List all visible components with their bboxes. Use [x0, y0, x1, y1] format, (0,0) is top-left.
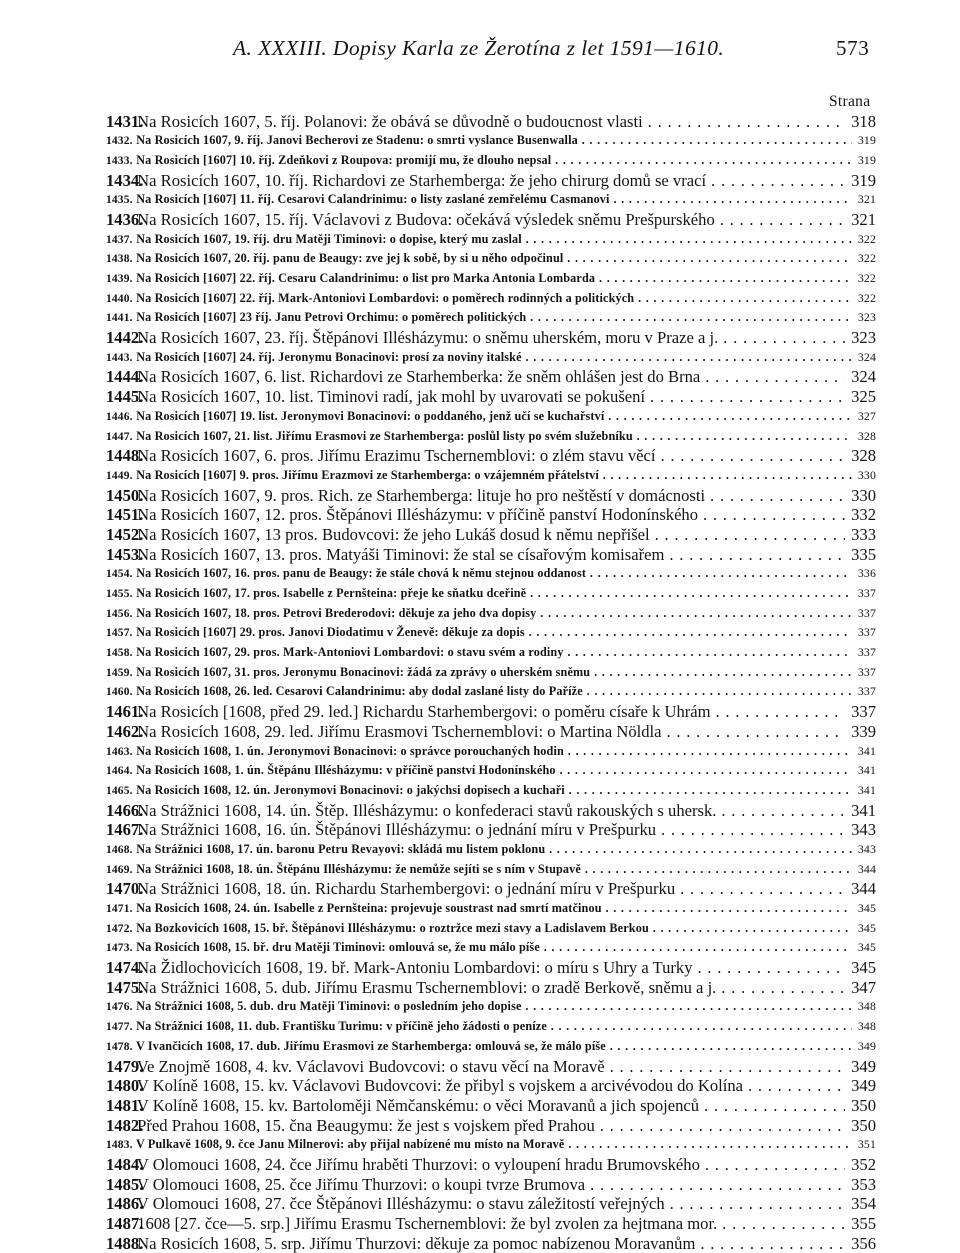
index-entry: [0, 505, 960, 525]
entry-number: 1435.: [106, 191, 133, 211]
entry-description: Na Strážnici 1608, 14. ún. Štěp. Illésházymu: o konfederaci stavů rakouských s uhersk.: [137, 801, 716, 820]
entry-page-number: 328: [858, 427, 876, 447]
entry-number: 1481.: [106, 1096, 133, 1116]
entry-line: [106, 1214, 845, 1234]
index-entry: [0, 486, 960, 506]
entry-line: [106, 1234, 845, 1253]
entry-description: Na Strážnici 1608, 18. ún. Richardu Starhembergovi: o jednání míru v Prešpurku: [137, 879, 675, 898]
entry-number: 1449.: [106, 467, 133, 487]
entry-line: [106, 604, 852, 625]
entry-description: 1608 [27. čce—5. srp.] Jiřímu Erasmu Tschernemblovi: že byl zvolen za hejtmana mor.: [137, 1214, 717, 1233]
entry-page-number: 328: [851, 446, 876, 466]
entry-line: [106, 230, 852, 251]
entry-description: Na Strážnici 1608, 5. dub. Jiřímu Erasmu Tschernemblovi: o zradě Berkově, sněmu a j.: [137, 978, 716, 997]
entry-line: [106, 289, 852, 310]
index-entry: [0, 958, 960, 978]
entry-line: [106, 742, 852, 763]
index-entry: [0, 1155, 960, 1175]
entry-description: V Olomouci 1608, 25. čce Jiřímu Thurzovi: o koupi tvrze Brumova: [137, 1175, 585, 1194]
entry-line: [106, 1096, 845, 1116]
entry-line: [106, 328, 845, 348]
entry-number: 1478.: [106, 1038, 133, 1058]
entry-page-number: 349: [851, 1076, 876, 1096]
entry-description: Na Rosicích [1607] 29. pros. Janovi Diodatimu v Ženevě: děkuje za dopis: [136, 625, 525, 639]
entry-line: [106, 151, 852, 172]
entry-description: Na Rosicích 1608, 5. srp. Jiřímu Thurzovi: děkuje za pomoc nabízenou Moravanům: [137, 1234, 695, 1253]
entry-list: [0, 112, 960, 1253]
entry-page-number: 332: [851, 505, 876, 525]
entry-page-number: 352: [851, 1155, 876, 1175]
entry-number: 1460.: [106, 683, 133, 703]
entry-description: Na Rosicích 1607, 6. list. Richardovi ze Starhemberka: že sněm ohlášen jest do Brna: [137, 367, 700, 386]
entry-line: [106, 682, 852, 703]
entry-description: Na Rosicích 1607, 13. pros. Matyáši Timinovi: že stal se císařovým komisařem: [137, 545, 664, 564]
index-entry: [0, 663, 960, 683]
index-entry: [0, 623, 960, 643]
index-entry: [0, 1234, 960, 1253]
entry-number: 1448.: [106, 446, 133, 466]
entry-page-number: 349: [858, 1037, 876, 1057]
index-entry: [0, 899, 960, 919]
entry-line: [106, 781, 852, 802]
index-entry: [0, 722, 960, 742]
entry-description: Na Rosicích 1607, 5. říj. Polanovi: že obává se důvodně o budoucnost vlasti: [137, 112, 643, 131]
entry-number: 1444.: [106, 367, 133, 387]
entry-page-number: 327: [858, 407, 876, 427]
entry-number: 1471.: [106, 900, 133, 920]
entry-page-number: 330: [851, 486, 876, 506]
index-entry: [0, 997, 960, 1017]
entry-number: 1450.: [106, 486, 133, 506]
entry-description: Na Rosicích 1607, 29. pros. Mark-Antoniovi Lombardovi: o stavu svém a rodiny: [136, 645, 563, 659]
index-entry: [0, 289, 960, 309]
entry-description: Na Strážnici 1608, 18. ún. Štěpánu Illésházymu: že nemůže sejíti se s ním v Stupavě: [136, 862, 581, 876]
entry-description: V Kolíně 1608, 15. kv. Bartoloměji Němčanskému: o věci Moravanů a jich spojenců: [137, 1096, 699, 1115]
index-entry: [0, 938, 960, 958]
index-entry: [0, 742, 960, 762]
index-entry: [0, 308, 960, 328]
entry-line: [106, 1116, 845, 1136]
entry-line: [106, 131, 852, 152]
entry-description: Na Rosicích 1607, 6. pros. Jiřímu Erazimu Tschernemblovi: o zlém stavu věcí: [137, 446, 655, 465]
entry-number: 1438.: [106, 250, 133, 270]
entry-number: 1465.: [106, 782, 133, 802]
entry-page-number: 350: [851, 1116, 876, 1136]
index-entry: [0, 1135, 960, 1155]
entry-number: 1457.: [106, 624, 133, 644]
entry-page-number: 337: [858, 623, 876, 643]
entry-description: Na Rosicích 1608, 1. ún. Štěpánu Illésházymu: v příčině panství Hodonínského: [136, 763, 555, 777]
running-title: A. XXXIII. Dopisy Karla ze Žerotína z let 1591—1610.: [233, 36, 724, 61]
entry-number: 1473.: [106, 939, 133, 959]
entry-description: Na Rosicích 1607, 21. list. Jiřímu Erasmovi ze Starhemberga: poslůl listy po svém služebníku: [136, 429, 633, 443]
entry-description: Na Strážnici 1608, 16. ún. Štěpánovi Illésházymu: o jednání míru v Prešpurku: [137, 820, 656, 839]
entry-line: [106, 466, 852, 487]
entry-line: [106, 427, 852, 448]
entry-description: Na Rosicích 1608, 15. bř. dru Matěji Timinovi: omlouvá se, že mu málo píše: [136, 940, 540, 954]
entry-page-number: 350: [851, 1096, 876, 1116]
entry-description: Na Strážnici 1608, 17. ún. baronu Petru Revayovi: skládá mu listem poklonu: [136, 842, 545, 856]
entry-page-number: 348: [858, 1017, 876, 1037]
entry-page-number: 336: [858, 564, 876, 584]
entry-number: 1487.: [106, 1214, 133, 1234]
entry-description: Na Rosicích 1608, 1. ún. Jeronymovi Bonacinovi: o správce porouchaných hodin: [136, 744, 564, 758]
entry-description: Na Rosicích [1607] 9. pros. Jiřímu Erazmovi ze Starhemberga: o vzájemném přátelství: [136, 468, 599, 482]
entry-line: [106, 722, 845, 742]
entry-number: 1488.: [106, 1234, 133, 1253]
entry-description: Na Rosicích 1607, 12. pros. Štěpánovi Illésházymu: v příčině panství Hodonínského: [137, 505, 698, 524]
index-entry: [0, 112, 960, 132]
entry-description: Na Rosicích 1607, 13 pros. Budovcovi: že jeho Lukáš dosud k němu nepřišel: [137, 525, 649, 544]
entry-number: 1461.: [106, 702, 133, 722]
entry-number: 1468.: [106, 841, 133, 861]
entry-description: Na Rosicích 1607, 18. pros. Petrovi Brederodovi: děkuje za jeho dva dopisy: [136, 606, 536, 620]
entry-number: 1432.: [106, 132, 133, 152]
index-entry: [0, 801, 960, 821]
entry-page-number: 345: [858, 919, 876, 939]
entry-page-number: 353: [851, 1175, 876, 1195]
entry-line: [106, 938, 852, 959]
entry-description: Na Rosicích [1607] 11. říj. Cesarovi Calandrinimu: o listy zaslané zemřelému Casmanovi: [136, 192, 609, 206]
entry-line: [106, 623, 852, 644]
entry-page-number: 319: [851, 171, 876, 191]
entry-page-number: 321: [858, 190, 876, 210]
entry-line: [106, 919, 852, 940]
entry-line: [106, 348, 852, 369]
entry-page-number: 348: [858, 997, 876, 1017]
entry-line: [106, 958, 845, 978]
index-entry: [0, 879, 960, 899]
entry-page-number: 324: [851, 367, 876, 387]
index-entry: [0, 190, 960, 210]
entry-description: Na Rosicích 1608, 12. ún. Jeronymovi Bonacinovi: o jakýchsi dopisech a kuchaři: [136, 783, 565, 797]
entry-line: [106, 1135, 852, 1156]
entry-number: 1486.: [106, 1194, 133, 1214]
index-entry: [0, 269, 960, 289]
entry-description: V Olomouci 1608, 24. čce Jiřímu hraběti Thurzovi: o vyloupení hradu Brumovského: [137, 1155, 700, 1174]
entry-line: [106, 308, 852, 329]
index-entry: [0, 761, 960, 781]
entry-number: 1454.: [106, 565, 133, 585]
index-entry: [0, 367, 960, 387]
entry-page-number: 337: [858, 663, 876, 683]
entry-number: 1459.: [106, 664, 133, 684]
entry-number: 1440.: [106, 290, 133, 310]
entry-description: V Kolíně 1608, 15. kv. Václavovi Budovcovi: že přibyl s vojskem a arcivévodou do Kolína: [137, 1076, 743, 1095]
entry-page-number: 337: [858, 584, 876, 604]
entry-page-number: 325: [851, 387, 876, 407]
index-entry: [0, 249, 960, 269]
entry-page-number: 347: [851, 978, 876, 998]
index-entry: [0, 564, 960, 584]
entry-number: 1458.: [106, 644, 133, 664]
entry-number: 1453.: [106, 545, 133, 565]
entry-number: 1436.: [106, 210, 133, 230]
index-entry: [0, 1116, 960, 1136]
entry-description: Před Prahou 1608, 15. čna Beaugymu: že jest s vojskem před Prahou: [137, 1116, 595, 1135]
entry-page-number: 333: [851, 525, 876, 545]
index-entry: [0, 348, 960, 368]
index-entry: [0, 151, 960, 171]
entry-description: Na Rosicích 1608, 29. led. Jiřímu Erasmovi Tschernemblovi: o Martina Nöldla: [137, 722, 661, 741]
entry-line: [106, 761, 852, 782]
entry-number: 1485.: [106, 1175, 133, 1195]
entry-description: Na Rosicích 1608, 24. ún. Isabelle z Pernšteina: projevuje soustrast nad smrtí matčinou: [136, 901, 601, 915]
entry-description: Na Rosicích 1608, 26. led. Cesarovi Calandrinimu: aby dodal zaslané listy do Paříže: [136, 684, 583, 698]
index-entry: [0, 407, 960, 427]
entry-description: V Pulkavě 1608, 9. čce Janu Milnerovi: aby přijal nabízené mu místo na Moravě: [136, 1137, 565, 1151]
index-entry: [0, 328, 960, 348]
entry-page-number: 356: [851, 1234, 876, 1253]
entry-number: 1469.: [106, 861, 133, 881]
entry-number: 1476.: [106, 998, 133, 1018]
entry-number: 1439.: [106, 270, 133, 290]
page-number: 573: [836, 36, 869, 61]
index-entry: [0, 919, 960, 939]
entry-line: [106, 1076, 845, 1096]
entry-number: 1480.: [106, 1076, 133, 1096]
page-header: [0, 36, 960, 64]
entry-description: Na Židlochovicích 1608, 19. bř. Mark-Antoniu Lombardovi: o míru s Uhry a Turky: [137, 958, 692, 977]
entry-line: [106, 997, 852, 1018]
entry-line: [106, 1037, 852, 1058]
index-entry: [0, 210, 960, 230]
entry-line: [106, 505, 845, 525]
entry-number: 1443.: [106, 349, 133, 369]
index-entry: [0, 1037, 960, 1057]
entry-number: 1483.: [106, 1136, 133, 1156]
entry-page-number: 345: [858, 938, 876, 958]
entry-line: [106, 171, 845, 191]
entry-line: [106, 1017, 852, 1038]
entry-description: Na Rosicích 1607, 9. říj. Janovi Becherovi ze Stadenu: o smrti vyslance Busenwalla: [136, 133, 578, 147]
entry-line: [106, 978, 845, 998]
entry-line: [106, 545, 845, 565]
entry-page-number: 355: [851, 1214, 876, 1234]
index-entry: [0, 1194, 960, 1214]
index-entry: [0, 860, 960, 880]
entry-line: [106, 269, 852, 290]
index-entry: [0, 820, 960, 840]
entry-page-number: 321: [851, 210, 876, 230]
entry-line: [106, 1155, 845, 1175]
entry-line: [106, 407, 852, 428]
index-entry: [0, 604, 960, 624]
entry-line: [106, 840, 852, 861]
entry-description: Na Rosicích [1607] 19. list. Jeronymovi Bonacinovi: o poddaného, jenž učí se kuchařství: [136, 409, 604, 423]
entry-page-number: 318: [851, 112, 876, 132]
entry-page-number: 345: [858, 899, 876, 919]
entry-page-number: 323: [851, 328, 876, 348]
entry-page-number: 349: [851, 1057, 876, 1077]
entry-description: Na Rosicích 1607, 19. říj. dru Matěji Timinovi: o dopise, který mu zaslal: [136, 232, 522, 246]
entry-description: Na Rosicích 1607, 20. říj. panu de Beaugy: zve jej k sobě, by si u něho odpočinul: [136, 251, 563, 265]
index-entry: [0, 702, 960, 722]
entry-number: 1479.: [106, 1057, 133, 1077]
entry-page-number: 319: [858, 151, 876, 171]
entry-number: 1470.: [106, 879, 133, 899]
index-entry: [0, 643, 960, 663]
entry-page-number: 344: [858, 860, 876, 880]
entry-description: Ve Znojmě 1608, 4. kv. Václavovi Budovcovi: o stavu věcí na Moravě: [137, 1057, 605, 1076]
entry-number: 1464.: [106, 762, 133, 782]
entry-number: 1477.: [106, 1018, 133, 1038]
page-column-label: Strana: [829, 93, 870, 111]
entry-description: Na Rosicích 1607, 16. pros. panu de Beaugy: že stále chová k němu stejnou oddanost: [136, 566, 586, 580]
entry-description: V Ivančicích 1608, 17. dub. Jiřímu Erasmovi ze Starhemberga: omlouvá se, že málo píše: [136, 1039, 606, 1053]
entry-description: V Olomouci 1608, 27. čce Štěpánovi Illésházymu: o stavu záležitostí veřejných: [137, 1194, 665, 1213]
entry-description: Na Rosicích 1607, 23. říj. Štěpánovi Illésházymu: o sněmu uherském, moru v Praze a j.: [137, 328, 718, 347]
entry-line: [106, 387, 845, 407]
entry-description: Na Rosicích [1607] 24. říj. Jeronymu Bonacinovi: prosí za noviny italské: [136, 350, 521, 364]
entry-number: 1455.: [106, 585, 133, 605]
entry-description: Na Rosicích 1607, 15. říj. Václavovi z Budova: očekává výsledek sněmu Prešpurského: [137, 210, 715, 229]
entry-page-number: 337: [858, 682, 876, 702]
index-entry: [0, 387, 960, 407]
entry-page-number: 322: [858, 249, 876, 269]
index-entry: [0, 171, 960, 191]
entry-page-number: 341: [858, 781, 876, 801]
entry-number: 1446.: [106, 408, 133, 428]
entry-line: [106, 210, 845, 230]
entry-page-number: 345: [851, 958, 876, 978]
entry-description: Na Rosicích 1607, 9. pros. Rich. ze Starhemberga: lituje ho pro neštěstí v domácnosti: [137, 486, 705, 505]
entry-number: 1441.: [106, 309, 133, 329]
index-entry: [0, 466, 960, 486]
index-entry: [0, 781, 960, 801]
index-entry: [0, 1096, 960, 1116]
entry-number: 1452.: [106, 525, 133, 545]
entry-line: [106, 801, 845, 821]
entry-page-number: 337: [858, 604, 876, 624]
entry-line: [106, 446, 845, 466]
entry-description: Na Rosicích 1607, 10. říj. Richardovi ze Starhemberga: že jeho chirurg domů se vrací: [137, 171, 706, 190]
entry-description: Na Rosicích [1607] 10. říj. Zdeňkovi z Roupova: promijí mu, že dlouho nepsal: [136, 153, 551, 167]
entry-number: 1442.: [106, 328, 133, 348]
entry-description: Na Bozkovicích 1608, 15. bř. Štěpánovi Illésházymu: o roztržce mezi stavy a Ladislavem Berkou: [136, 921, 649, 935]
entry-page-number: 337: [851, 702, 876, 722]
entry-description: Na Rosicích [1607] 23 říj. Janu Petrovi Orchimu: o poměrech politických: [136, 310, 526, 324]
entry-page-number: 322: [858, 269, 876, 289]
entry-line: [106, 112, 845, 132]
entry-line: [106, 860, 852, 881]
entry-line: [106, 1057, 845, 1077]
entry-line: [106, 367, 845, 387]
index-entry: [0, 1057, 960, 1077]
entry-line: [106, 525, 845, 545]
index-entry: [0, 230, 960, 250]
entry-line: [106, 663, 852, 684]
entry-description: Na Rosicích 1607, 31. pros. Jeronymu Bonacinovi: žádá za zprávy o uherském sněmu: [136, 665, 590, 679]
entry-line: [106, 702, 845, 722]
entry-line: [106, 820, 845, 840]
index-entry: [0, 682, 960, 702]
index-entry: [0, 584, 960, 604]
entry-page-number: 339: [851, 722, 876, 742]
entry-page-number: 330: [858, 466, 876, 486]
index-entry: [0, 1214, 960, 1234]
index-entry: [0, 525, 960, 545]
entry-line: [106, 584, 852, 605]
entry-number: 1456.: [106, 605, 133, 625]
entry-page-number: 351: [858, 1135, 876, 1155]
entry-number: 1484.: [106, 1155, 133, 1175]
entry-page-number: 335: [851, 545, 876, 565]
entry-number: 1437.: [106, 231, 133, 251]
entry-number: 1445.: [106, 387, 133, 407]
entry-page-number: 319: [858, 131, 876, 151]
entry-description: Na Strážnici 1608, 5. dub. dru Matěji Timinovi: o posledním jeho dopise: [136, 999, 521, 1013]
entry-line: [106, 249, 852, 270]
entry-line: [106, 486, 845, 506]
entry-page-number: 322: [858, 289, 876, 309]
entry-line: [106, 879, 845, 899]
entry-page-number: 341: [851, 801, 876, 821]
entry-line: [106, 190, 852, 211]
index-entry: [0, 978, 960, 998]
entry-number: 1474.: [106, 958, 133, 978]
entry-page-number: 354: [851, 1194, 876, 1214]
entry-number: 1462.: [106, 722, 133, 742]
index-entry: [0, 446, 960, 466]
entry-page-number: 324: [858, 348, 876, 368]
entry-description: Na Rosicích 1607, 17. pros. Isabelle z Pernšteina: přeje ke sňatku dceřině: [136, 586, 526, 600]
entry-line: [106, 643, 852, 664]
entry-description: Na Strážnici 1608, 11. dub. Františku Turimu: v příčině jeho žádosti o peníze: [136, 1019, 547, 1033]
entry-page-number: 341: [858, 742, 876, 762]
index-entry: [0, 840, 960, 860]
entry-number: 1472.: [106, 920, 133, 940]
entry-page-number: 322: [858, 230, 876, 250]
entry-number: 1466.: [106, 801, 133, 821]
entry-page-number: 343: [858, 840, 876, 860]
entry-page-number: 341: [858, 761, 876, 781]
entry-page-number: 337: [858, 643, 876, 663]
entry-number: 1463.: [106, 743, 133, 763]
index-entry: [0, 427, 960, 447]
entry-description: Na Rosicích [1607] 22. říj. Cesaru Calandrinimu: o list pro Marka Antonia Lombarda: [136, 271, 595, 285]
entry-number: 1447.: [106, 428, 133, 448]
entry-number: 1451.: [106, 505, 133, 525]
entry-number: 1475.: [106, 978, 133, 998]
entry-page-number: 344: [851, 879, 876, 899]
entry-number: 1431.: [106, 112, 133, 132]
entry-line: [106, 564, 852, 585]
entry-description: Na Rosicích [1607] 22. říj. Mark-Antoniovi Lombardovi: o poměrech rodinných a politických: [136, 291, 634, 305]
entry-number: 1482.: [106, 1116, 133, 1136]
entry-number: 1467.: [106, 820, 133, 840]
entry-description: Na Rosicích 1607, 10. list. Timinovi radí, jak mohl by uvarovati se pokušení: [137, 387, 645, 406]
entry-line: [106, 899, 852, 920]
entry-number: 1433.: [106, 152, 133, 172]
index-entry: [0, 545, 960, 565]
entry-number: 1434.: [106, 171, 133, 191]
entry-page-number: 343: [851, 820, 876, 840]
entry-description: Na Rosicích [1608, před 29. led.] Richardu Starhembergovi: o poměru císaře k Uhrám: [137, 702, 710, 721]
index-entry: [0, 1017, 960, 1037]
entry-page-number: 323: [858, 308, 876, 328]
entry-line: [106, 1194, 845, 1214]
index-entry: [0, 131, 960, 151]
index-entry: [0, 1076, 960, 1096]
